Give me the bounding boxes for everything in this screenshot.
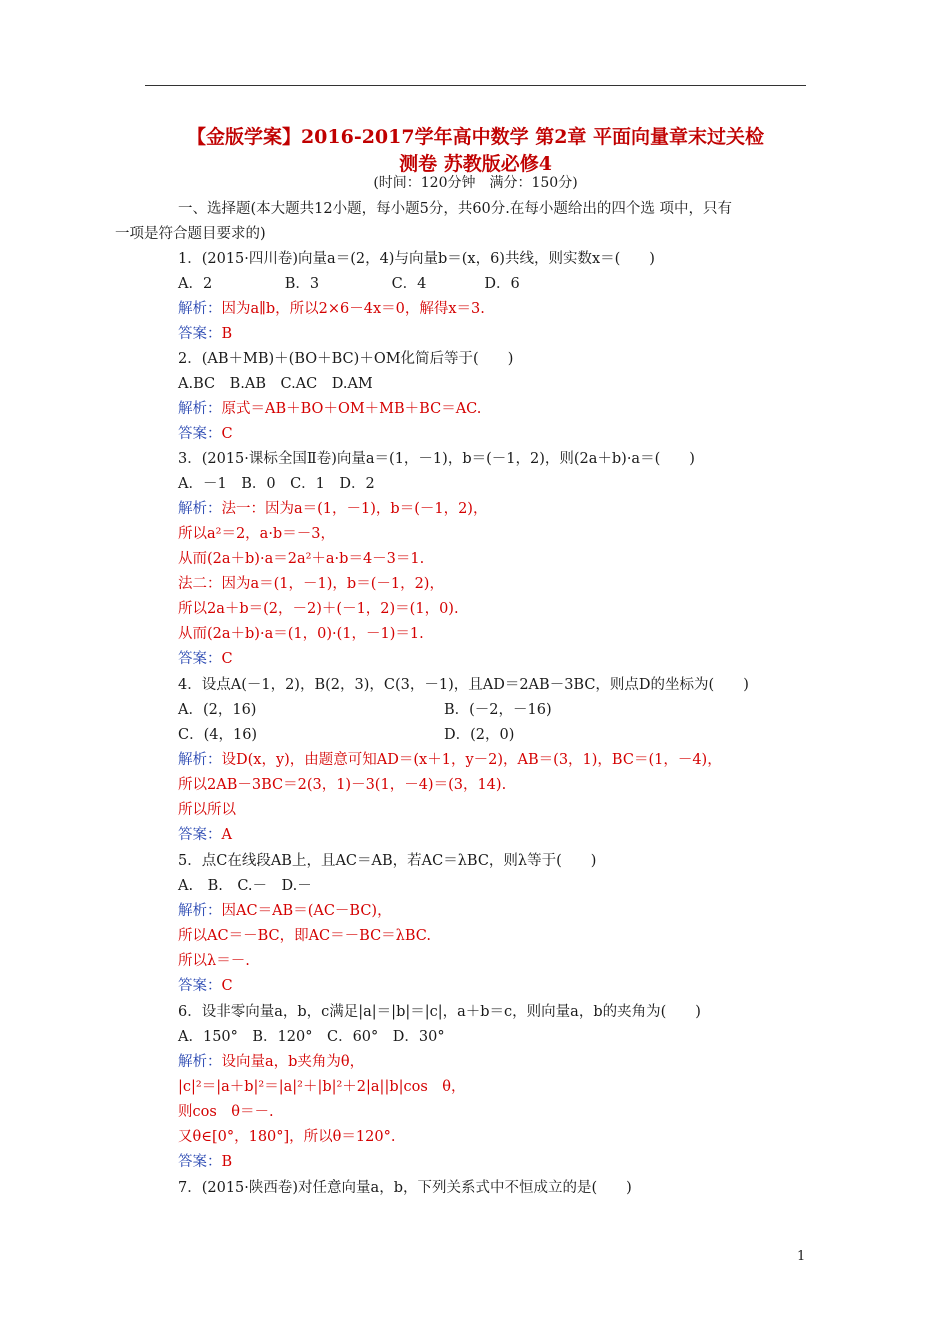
analysis-label: 解析：: [178, 501, 222, 517]
answer-label: 答案：: [178, 827, 222, 843]
option-c: C．(4，16): [178, 727, 258, 743]
option-a: A．(2，16): [178, 702, 257, 718]
analysis-line: 解析：因AC＝AB＝(AC－BC)，: [178, 903, 392, 919]
answer-label: 答案：: [178, 651, 222, 667]
analysis-line: 解析：设D(x，y)，由题意可知AD＝(x＋1，y－2)，AB＝(3，1)，BC＝(1，－4)，: [178, 752, 722, 768]
header-rule: [145, 85, 806, 86]
analysis-line: 所以AC＝－BC，即AC＝－BC＝λBC.: [178, 928, 431, 944]
question-stem: 1．(2015·四川卷)向量a＝(2，4)与向量b＝(x，6)共线，则实数x＝( ): [178, 251, 655, 267]
analysis-line: 法二：因为a＝(1，－1)，b＝(－1，2)，: [178, 576, 444, 592]
question-options: A．150° B．120° C．60° D．30°: [178, 1029, 445, 1045]
question-stem: 6．设非零向量a，b，c满足|a|＝|b|＝|c|，a＋b＝c，则向量a，b的夹角为( ): [178, 1004, 701, 1020]
answer-line: [178, 1152, 232, 1172]
analysis-line: 解析：原式＝AB＋BO＋OM＋MB＋BC＝AC.: [178, 401, 482, 417]
answer-line: [178, 825, 232, 845]
question-stem: 5．点C在线段AB上，且AC＝AB，若AC＝λBC，则λ等于( ): [178, 853, 597, 869]
analysis-label: 解析：: [178, 301, 222, 317]
answer-value: B: [221, 1154, 233, 1170]
answer-value: C: [221, 651, 233, 667]
analysis-line: 所以所以: [178, 802, 236, 818]
answer-line: [178, 424, 233, 444]
analysis-label: 解析：: [178, 903, 222, 919]
question-options: A. B. C.－ D.－: [178, 878, 312, 894]
page-number: 1: [797, 1249, 806, 1264]
section-intro-cont: 一项是符合题目要求的): [115, 226, 266, 242]
answer-label: 答案：: [178, 1154, 222, 1170]
option-d: D．(2，0): [444, 727, 515, 743]
answer-value: B: [221, 326, 233, 342]
doc-title-line-1: 【金版学案】2016-2017学年高中数学 第2章 平面向量章末过关检: [186, 126, 765, 148]
analysis-line: 所以λ＝－.: [178, 953, 250, 969]
analysis-line: 解析：设向量a，b夹角为θ，: [178, 1054, 365, 1070]
answer-label: 答案：: [178, 326, 222, 342]
answer-value: C: [221, 426, 233, 442]
answer-line: [178, 324, 232, 344]
time-info: (时间：120分钟 满分：150分): [373, 175, 578, 191]
question-stem: 3．(2015·课标全国Ⅱ卷)向量a＝(1，－1)，b＝(－1，2)，则(2a＋b)·a＝( ): [178, 451, 695, 467]
option-b: B．(－2，－16): [444, 702, 552, 718]
analysis-line: 解析：因为a∥b，所以2×6－4x＝0，解得x＝3.: [178, 301, 485, 317]
analysis-line: 则cos θ＝－.: [178, 1104, 274, 1120]
answer-label: 答案：: [178, 426, 222, 442]
doc-title-line-2: 测卷 苏教版必修4: [399, 153, 552, 175]
analysis-line: 从而(2a＋b)·a＝(1，0)·(1，－1)＝1.: [178, 626, 424, 642]
question-options: A．2 B．3 C．4 D．6: [178, 276, 520, 292]
analysis-line: 又θ∈[0°，180°]，所以θ＝120°.: [178, 1129, 396, 1145]
analysis-label: 解析：: [178, 401, 222, 417]
question-options: A.BC B.AB C.AC D.AM: [178, 376, 373, 392]
analysis-line: 所以a²＝2，a·b＝－3，: [178, 526, 335, 542]
analysis-label: 解析：: [178, 1054, 222, 1070]
answer-value: C: [221, 978, 233, 994]
analysis-line: 从而(2a＋b)·a＝2a²＋a·b＝4－3＝1.: [178, 551, 425, 567]
section-intro: 一、选择题(本大题共12小题，每小题5分，共60分.在每小题给出的四个选 项中，只有: [178, 201, 732, 217]
question-stem: 4．设点A(－1，2)，B(2，3)，C(3，－1)，且AD＝2AB－3BC，则点D的坐标为( ): [178, 677, 749, 693]
question-stem: 7．(2015·陕西卷)对任意向量a，b，下列关系式中不恒成立的是( ): [178, 1180, 632, 1196]
question-stem: 2．(AB＋MB)＋(BO＋BC)＋OM化简后等于( ): [178, 351, 514, 367]
answer-value: A: [221, 827, 232, 843]
question-options: A．－1 B．0 C．1 D．2: [178, 476, 375, 492]
analysis-line: 所以2AB－3BC＝2(3，1)－3(1，－4)＝(3，14).: [178, 777, 507, 793]
answer-label: 答案：: [178, 978, 222, 994]
analysis-label: 解析：: [178, 752, 222, 768]
analysis-line: 解析：法一：因为a＝(1，－1)，b＝(－1，2)，: [178, 501, 488, 517]
analysis-line: 所以2a＋b＝(2，－2)＋(－1，2)＝(1，0).: [178, 601, 459, 617]
answer-line: [178, 649, 233, 669]
analysis-line: |c|²＝|a＋b|²＝|a|²＋|b|²＋2|a||b|cos θ，: [178, 1079, 466, 1095]
answer-line: [178, 976, 233, 996]
